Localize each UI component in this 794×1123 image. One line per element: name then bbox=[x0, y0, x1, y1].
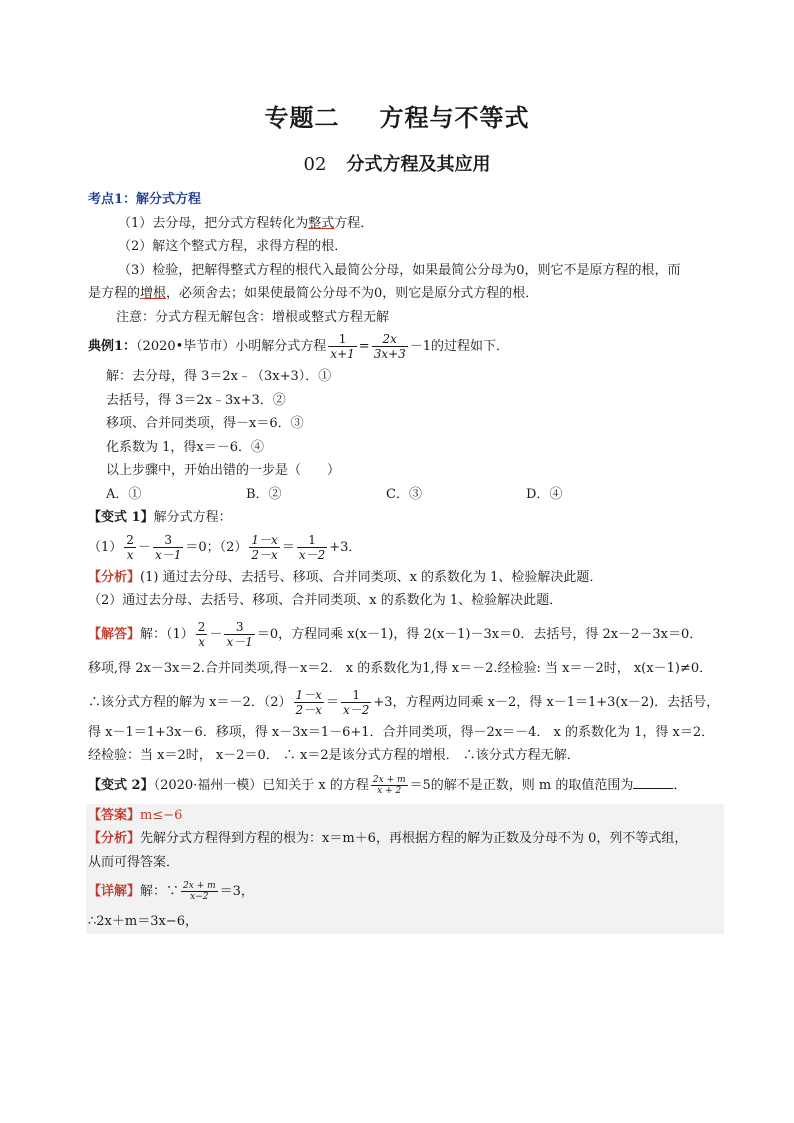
example1-step-2: 去括号，得 3＝2x﹣3x+3．② bbox=[106, 392, 286, 408]
section-title: 分式方程及其应用 bbox=[346, 154, 491, 175]
variant2-detail-1: 【详解】解：∵ $\frac{2x + m}{x-2}$ ＝3， bbox=[88, 881, 254, 902]
variant2-heading: 【变式 2】（2020·福州一模）已知关于 x 的方程 $\frac{2x + m}{x + 2}$ ＝5的解不是正数，则 m 的取值范围为 ． bbox=[88, 774, 687, 796]
kaodian-step-2: （2）解这个整式方程，求得方程的根． bbox=[118, 239, 348, 254]
option-c: C．③ bbox=[386, 486, 422, 502]
option-b: B．② bbox=[246, 486, 282, 502]
main-title-part2: 方程与不等式 bbox=[379, 104, 530, 132]
document-body bbox=[88, 188, 724, 934]
variant1-solution-4: 得 x－1＝1+3x－6．移项，得 x－3x＝1－6+1．合并同类项，得－2x＝－4． x 的系数化为 1，得 x＝2． bbox=[88, 724, 715, 740]
variant1-analysis-2: （2）通过去分母、去括号、移项、合并同类项、x 的系数化为 1、检验解决此题． bbox=[88, 593, 563, 608]
variant1-analysis-1: 【分析】(1) 通过去分母、去括号、移项、合并同类项、x 的系数化为 1、检验解决此题． bbox=[88, 569, 603, 585]
kaodian-note: 注意：分式方程无解包含：增根或整式方程无解 bbox=[116, 309, 390, 325]
fraction: $\frac{2x}{3x+3}$ bbox=[373, 332, 406, 361]
main-title-part1: 专题二 bbox=[264, 104, 340, 132]
answer-blank bbox=[633, 776, 673, 789]
option-a: A．① bbox=[106, 486, 142, 502]
variant1-solution-5: 经检验：当 x＝2时， x－2＝0． ∴ x＝2是该分式方程的增根． ∴该分式方程无解． bbox=[88, 748, 580, 763]
variant1-equations: （1） $\frac{2}{x}$ － $\frac{3}{x-1}$ ＝0；（2） $\frac{1-x}{2-x}$ ＝ $\frac{1}{x-2}$ +3． bbox=[88, 532, 362, 562]
section-number: 02 bbox=[303, 154, 327, 175]
section-subtitle bbox=[0, 150, 794, 176]
variant2-answer-block bbox=[86, 804, 724, 934]
example1-step-1: 解：去分母，得 3＝2x﹣（3x+3）．① bbox=[106, 369, 332, 384]
variant2-answer: 【答案】m≤−6 bbox=[88, 807, 183, 823]
main-title bbox=[0, 98, 794, 133]
example1-options bbox=[88, 483, 724, 507]
fraction: $\frac{1}{x+1}$ bbox=[330, 332, 355, 361]
option-d: D．④ bbox=[526, 486, 563, 502]
kaodian-heading: 考点1：解分式方程 bbox=[88, 192, 202, 207]
example1-step-3: 移项、合并同类项，得－x＝6．③ bbox=[106, 416, 304, 431]
example1-question: 以上步骤中，开始出错的一步是（ ） bbox=[106, 463, 341, 478]
kaodian-step-3a: （3）检验，把解得整式方程的根代入最简公分母，如果最简公分母为0，则它不是原方程的根，而 bbox=[118, 262, 681, 278]
example1-heading: 典例1：（2020•毕节市）小明解分式方程 $\frac{1}{x+1}$ = $\frac{2x}{3x+3}$ －1的过程如下． bbox=[88, 332, 510, 361]
kaodian-step-1: （1）去分母，把分式方程转化为整式方程． bbox=[118, 215, 374, 231]
variant2-analysis-2: 从而可得答案． bbox=[88, 854, 180, 870]
variant2-analysis-1: 【分析】先解分式方程得到方程的根为：x＝m＋6，再根据方程的解为正数及分母不为 0，列不等式组， bbox=[88, 831, 688, 846]
variant1-solution-2: 移项,得 2x－3x＝2.合并同类项,得－x＝2． x 的系数化为1,得 x＝－2.经检验: 当 x＝－2时， x(x－1)≠0． bbox=[88, 660, 713, 676]
variant1-heading: 【变式 1】解分式方程： bbox=[88, 510, 232, 525]
kaodian-step-3b: 是方程的增根，必须舍去；如果使最简公分母不为0，则它是原分式方程的根． bbox=[88, 286, 539, 301]
variant2-detail-2: ∴2x＋m＝3x−6， bbox=[88, 914, 198, 929]
variant1-solution-3: ∴该分式方程的解为 x＝－2．（2） $\frac{1-x}{2-x}$ ＝ $\frac{1}{x-2}$ +3，方程两边同乘 x－2，得 x－1＝1+3(x－2)．去括号， bbox=[88, 687, 720, 717]
example1-step-4: 化系数为 1，得x＝－6．④ bbox=[106, 439, 265, 455]
variant1-solution-1: 【解答】解：（1） $\frac{2}{x}$ － $\frac{3}{x-1}$ ＝0，方程同乘 x(x－1)，得 2(x－1)－3x＝0．去括号，得 2x－2－3x＝0． bbox=[88, 619, 703, 649]
